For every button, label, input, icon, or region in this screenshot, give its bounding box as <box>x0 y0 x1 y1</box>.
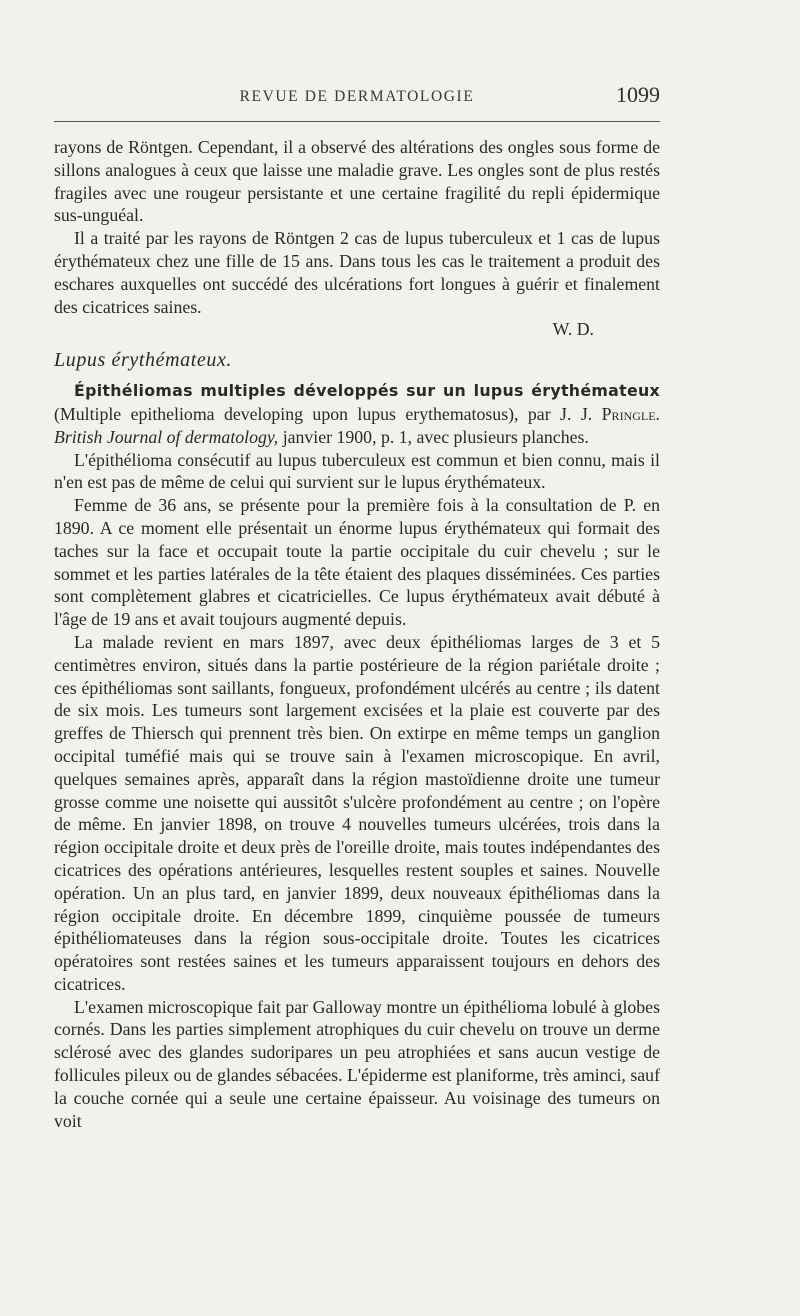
paragraph: Femme de 36 ans, se présente pour la première fois à la consultation de P. en 1890. A ce moment elle présentait un énorme lupus érythémateux qui formait des taches sur la face et occupait toute la partie occipitale du cuir chevelu ; sur le sommet et les parties latérales de la tête étaient des plaques disséminées. Ces parties sont complètement glabres et cicatricielles. Ce lupus érythémateux avait débuté à l'âge de 19 ans et avait toujours augmenté depuis. <box>54 495 660 630</box>
section-title: Lupus érythémateux. <box>54 349 233 372</box>
paragraph: L'épithélioma consécutif au lupus tuberculeux est commun et bien connu, mais il n'en est pas de même de celui qui survient sur le lupus érythémateux. <box>54 449 660 493</box>
paragraph: La malade revient en mars 1897, avec deux épithéliomas larges de 3 et 5 centimètres environ, situés dans la partie postérieure de la région pariétale droite ; ces épithéliomas sont saillants, fongueux, profondément ulcérés au centre ; ils datent de six mois. Les tumeurs sont largement excisées et la plaie est couverte par des greffes de Thiersch qui prennent très bien. On extirpe en même temps un ganglion occipital tuméfié mais qui se trouve sain à l'examen microscopique. En avril, quelques semaines après, apparaît dans la région mastoïdienne droite une tumeur grosse comme une noisette qui aussitôt s'ulcère profondément au centre ; on l'opère de même. En janvier 1898, on trouve 4 nouvelles tumeurs ulcérées, trois dans la région occipitale droite et deux près de l'oreille droite, mais toutes indépendantes des cicatrices des opérations antérieures, lesquelles restent souples et saines. Nouvelle opération. Un an plus tard, en janvier 1899, deux nouveaux épithéliomas dans la région occipitale droite. En décembre 1899, cinquième poussée de tumeurs épithéliomateuses dans la région sous-occipitale droite. Toutes les cicatrices opératoires sont restées saines et les tumeurs apparaissent toujours en dehors des cicatrices. <box>54 631 660 994</box>
running-title: REVUE DE DERMATOLOGIE <box>239 88 475 105</box>
article-title-translation: (Multiple epithelioma developing upon lupus erythematosus), par J. J. <box>54 403 602 424</box>
article-journal: British Journal of dermatology, <box>54 426 279 447</box>
article-author: Pringle. <box>601 403 660 424</box>
header-rule <box>54 121 660 122</box>
paragraph: L'examen microscopique fait par Galloway montre un épithélioma lobulé à globes cornés. Dans les parties simplement atrophiques du cuir chevelu on trouve un derme sclérosé avec des glandes sudoripares un peu atrophiées et sans aucun vestige de follicules pileux ou de glandes sébacées. L'épiderme est planiforme, très aminci, sauf la couche cornée qui a seule une certaine épaisseur. Au voisinage des tumeurs on voit <box>54 996 660 1131</box>
page-number: 1099 <box>616 82 660 107</box>
article-title: Épithéliomas multiples développés sur un lupus érythémateux <box>74 381 660 401</box>
paragraph-continuation: rayons de Röntgen. Cependant, il a observé des altérations des ongles sous forme de sillons analogues à ceux que laisse une maladie grave. Les ongles sont de plus restés fragiles avec une rougeur persistante et une certaine fragilité du repli épidermique sus-unguéal. <box>54 137 660 226</box>
article-citation: janvier 1900, p. 1, avec plusieurs planches. <box>278 426 589 447</box>
paragraph: Il a traité par les rayons de Röntgen 2 cas de lupus tuberculeux et 1 cas de lupus érythémateux chez une fille de 15 ans. Dans tous les cas le traitement a produit des eschares auxquelles ont succédé des ulcérations fort longues à guérir et finalement des cicatrices saines. <box>54 228 660 317</box>
page-header <box>54 84 660 112</box>
page-body <box>54 136 660 1132</box>
article-reference <box>54 379 660 448</box>
author-signature: W. D. <box>552 319 594 340</box>
